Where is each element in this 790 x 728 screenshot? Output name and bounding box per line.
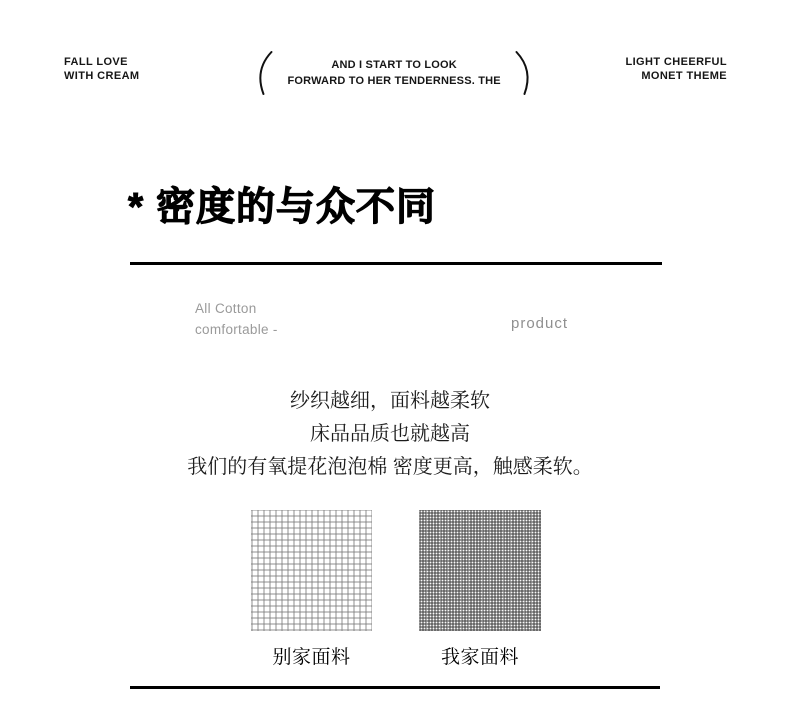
slogan-right-line2: MONET THEME [641, 70, 727, 82]
section-title: * 密度的与众不同 [128, 186, 437, 229]
close-paren-icon [514, 50, 536, 96]
bottom-divider [130, 686, 660, 689]
body-copy [0, 385, 780, 484]
slogan-center [252, 50, 535, 96]
top-divider [130, 262, 662, 265]
fabric-swatch-competitor [251, 510, 372, 631]
fabric-swatch-ours [419, 510, 541, 631]
body-line: 我们的有氧提花泡泡棉 密度更高，触感柔软。 [187, 456, 593, 478]
subtitle-left [195, 298, 278, 340]
slogan-center-line1: AND I START TO LOOK [331, 59, 457, 71]
fabric-label-ours: 我家面料 [440, 647, 519, 668]
subtitle-left-line1: All Cotton [195, 301, 257, 316]
slogan-right-line1: LIGHT CHEERFUL [625, 56, 727, 68]
slogan-left-line1: FALL LOVE [64, 56, 128, 68]
subtitle-right: product [511, 315, 569, 332]
body-line: 床品品质也就越高 [310, 423, 470, 445]
open-paren-icon [252, 50, 274, 96]
slogan-left [64, 55, 140, 83]
slogan-center-line2: FORWARD TO HER TENDERNESS. THE [287, 75, 501, 87]
fabric-label-competitor: 别家面料 [272, 647, 351, 668]
body-line: 纱织越细，面料越柔软 [290, 390, 490, 412]
slogan-center-text [287, 57, 500, 89]
slogan-left-line2: WITH CREAM [64, 70, 140, 82]
slogan-right [625, 55, 727, 83]
subtitle-left-line2: comfortable - [195, 322, 278, 337]
